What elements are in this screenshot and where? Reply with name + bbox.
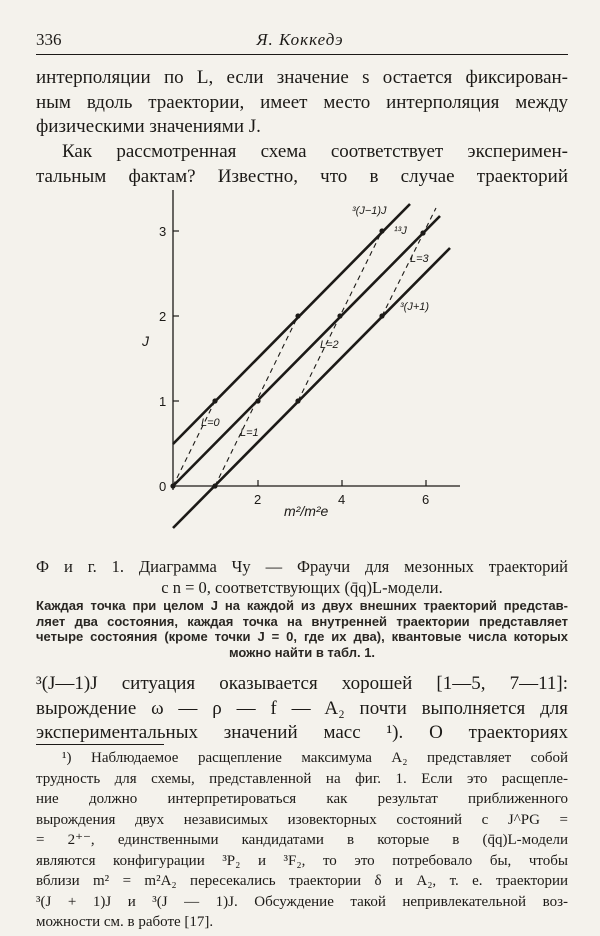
state-point (295, 398, 300, 403)
footnote-line: являются конфигурации ³P₂ и ³F₂, то это потребовало бы, чтобы (36, 852, 568, 869)
figure-caption (36, 556, 568, 598)
footnote (36, 748, 568, 933)
figure-caption-detail (36, 598, 568, 660)
caption-detail-line: четыре состояния (кроме точки J = 0, где их два), квантовые числа которых (36, 629, 568, 644)
state-point (212, 398, 217, 403)
x-tick-label: 2 (254, 492, 262, 507)
header-rule (36, 54, 568, 55)
y-tick-label: 0 (159, 479, 167, 494)
caption-title: Ф и г. 1. Диаграмма Чу — Фраучи для мезонных траекторий (36, 557, 568, 576)
y-axis-label: J (142, 333, 149, 349)
continuation-line: вырождение ω — ρ — f — A₂ почти выполняется для (36, 697, 568, 719)
page-number: 336 (36, 30, 62, 49)
footnote-line: вблизи m² = m²A₂ пересекались траектории δ и A₂, т. е. траектории (36, 873, 568, 889)
caption-detail-line: Каждая точка при целом J на каждой из двух внешних траекторий представ- (36, 598, 568, 613)
trajectory-label: ¹³J (394, 225, 407, 237)
trajectory-middle (173, 216, 440, 486)
intro-line: интерполяции по L, если значение s остается фиксирован- (36, 67, 568, 88)
dashed-label: L=2 (320, 339, 339, 351)
state-point (379, 313, 384, 318)
continuation-line: экспериментальных значений масс ¹). О траекториях (36, 722, 568, 743)
y-tick-label: 1 (159, 394, 167, 409)
dashed-label: L=0 (201, 417, 220, 429)
x-tick-label: 4 (338, 492, 346, 507)
trajectory-label: ³(J−1)J (352, 205, 387, 217)
continuation-line: ³(J—1)J ситуация оказывается хорошей [1—5, 7—11]: (36, 673, 568, 694)
trajectory-label: ³(J+1) (400, 301, 430, 313)
x-axis-label: m²/m²e (284, 503, 329, 519)
running-header-author: Я. Коккедэ (256, 30, 344, 49)
state-point (212, 483, 217, 488)
state-point (337, 313, 342, 318)
state-point (170, 483, 175, 488)
intro-line: физическими значениями J. (36, 116, 261, 137)
footnote-line: ¹) Наблюдаемое расщепление максимума A₂ представляет собой (62, 750, 568, 766)
question-paragraph (36, 140, 568, 189)
state-point (420, 230, 425, 235)
x-tick-label: 6 (422, 492, 430, 507)
footnote-line: вырождения двух независимых изовекторных состояний с J^PG = (36, 811, 568, 828)
footnote-line: ³(J + 1)J и ³(J — 1)J. Обсуждение такой непривлекательной воз- (36, 893, 568, 910)
caption-title: с n = 0, соответствующих (q̄q)L-модели. (161, 578, 443, 597)
footnote-line: трудность для схемы, представленной на фиг. 1. Если это расщепле- (36, 770, 568, 787)
chew-frautschi-diagram (0, 190, 600, 550)
footnote-rule (36, 744, 164, 745)
continuation-paragraph (36, 672, 568, 746)
state-point (379, 228, 384, 233)
caption-detail-line: ляет два состояния, каждая точка на внутренней траектории представляет (36, 613, 568, 629)
state-point (255, 398, 260, 403)
footnote-line: ние должно интерпретироваться как результат приближенного (36, 791, 568, 807)
intro-paragraph (36, 66, 568, 140)
question-line: тальным фактам? Известно, что в случае траекторий (36, 165, 568, 187)
y-tick-label: 3 (159, 224, 167, 239)
caption-detail-line: можно найти в табл. 1. (228, 644, 376, 660)
dashed-label: L=1 (240, 427, 259, 439)
intro-line: ным вдоль траектории, имеет место интерполяция между (36, 91, 568, 113)
footnote-line: можности см. в работе [17]. (36, 914, 214, 930)
footnote-line: = 2⁺⁻, единственными кандидатами в которые в (q̄q)L-модели (36, 832, 568, 848)
trajectory-label: L=3 (410, 253, 429, 265)
dashed-line-l0 (173, 401, 215, 486)
y-tick-label: 2 (159, 309, 167, 324)
state-point (295, 313, 300, 318)
question-line: Как рассмотренная схема соответствует эксперимен- (62, 141, 568, 162)
